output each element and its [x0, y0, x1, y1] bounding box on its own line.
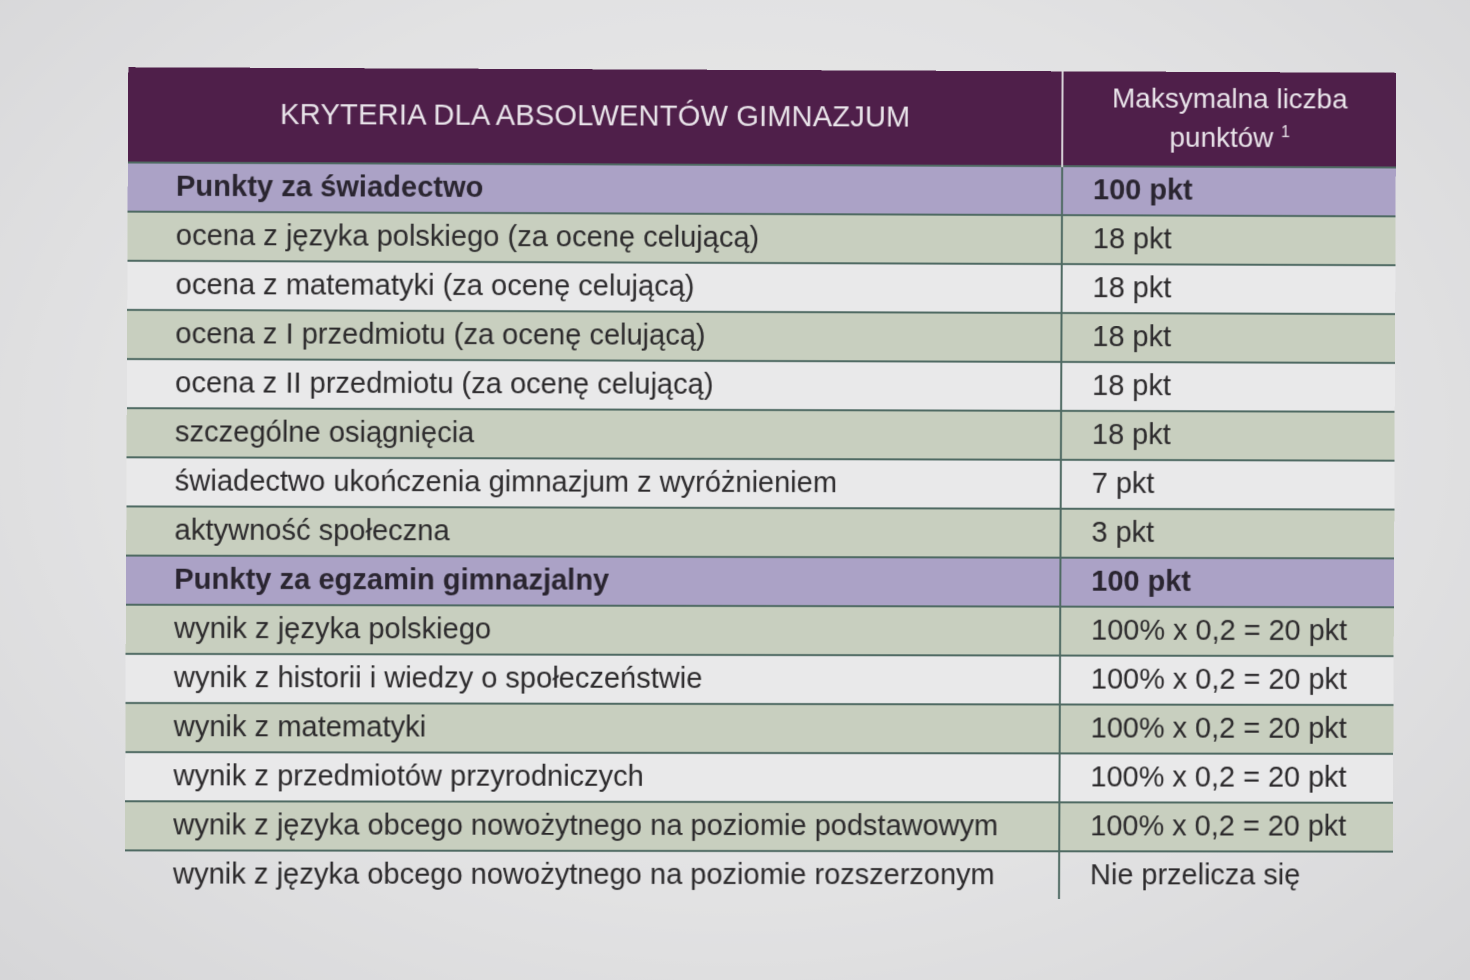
criterion-label: wynik z języka polskiego — [126, 605, 1061, 656]
table-row — [127, 359, 1395, 412]
criterion-points: 3 pkt — [1060, 509, 1394, 559]
criterion-points: 100% x 0,2 = 20 pkt — [1060, 656, 1394, 705]
table-row — [127, 261, 1395, 314]
criterion-label: aktywność społeczna — [126, 506, 1061, 557]
table-header-row — [128, 67, 1396, 167]
criterion-label: ocena z języka polskiego (za ocenę celującą) — [127, 212, 1062, 264]
criterion-points: 18 pkt — [1062, 215, 1396, 265]
criterion-label: świadectwo ukończenia gimnazjum z wyróżnieniem — [126, 457, 1061, 508]
criterion-label: wynik z matematyki — [125, 703, 1060, 753]
criterion-label: ocena z II przedmiotu (za ocenę celującą) — [127, 359, 1062, 411]
criterion-points: 100 pkt — [1060, 558, 1394, 608]
criterion-points: 100% x 0,2 = 20 pkt — [1059, 753, 1393, 802]
table-row — [125, 703, 1393, 754]
criteria-table-wrapper — [125, 67, 1397, 899]
criterion-label: Punkty za świadectwo — [128, 162, 1063, 215]
criterion-label: wynik z języka obcego nowożytnego na poziomie rozszerzonym — [125, 850, 1060, 899]
criterion-points: 18 pkt — [1061, 313, 1395, 363]
table-row — [126, 654, 1394, 705]
table-row — [126, 457, 1394, 509]
criterion-points: 100% x 0,2 = 20 pkt — [1060, 607, 1394, 657]
criterion-label: Punkty za egzamin gimnazjalny — [126, 556, 1061, 607]
table-row — [127, 408, 1395, 461]
criteria-table — [125, 67, 1397, 899]
criterion-points: 100 pkt — [1062, 166, 1396, 216]
criterion-points: 100% x 0,2 = 20 pkt — [1060, 704, 1394, 753]
criterion-label: szczególne osiągnięcia — [127, 408, 1062, 460]
header-max-points-line1: Maksymalna liczba — [1111, 82, 1348, 115]
criterion-label: wynik z historii i wiedzy o społeczeństwie — [126, 654, 1061, 705]
criterion-label: ocena z matematyki (za ocenę celującą) — [127, 261, 1062, 313]
footnote-mark: 1 — [1281, 124, 1291, 142]
header-max-points-line2: punktów — [1169, 122, 1274, 154]
section-row — [128, 162, 1396, 216]
criterion-points: 18 pkt — [1061, 411, 1395, 461]
criterion-points: 100% x 0,2 = 20 pkt — [1059, 802, 1393, 851]
table-row — [127, 310, 1395, 363]
table-row — [125, 801, 1393, 851]
criterion-points: Nie przelicza się — [1059, 851, 1393, 899]
table-row — [127, 212, 1395, 266]
section-row — [126, 556, 1394, 608]
criterion-points: 18 pkt — [1061, 362, 1395, 412]
criterion-label: wynik z przedmiotów przyrodniczych — [125, 752, 1060, 802]
table-row — [125, 850, 1393, 899]
criterion-label: wynik z języka obcego nowożytnego na poziomie podstawowym — [125, 801, 1060, 851]
header-max-points — [1062, 71, 1396, 167]
table-row — [125, 752, 1393, 803]
table-row — [126, 605, 1394, 656]
criterion-points: 7 pkt — [1061, 460, 1395, 510]
criterion-points: 18 pkt — [1062, 264, 1396, 314]
header-criteria: KRYTERIA DLA ABSOLWENTÓW GIMNAZJUM — [128, 67, 1063, 166]
criterion-label: ocena z I przedmiotu (za ocenę celującą) — [127, 310, 1062, 362]
table-row — [126, 506, 1394, 558]
table-body — [125, 162, 1396, 899]
